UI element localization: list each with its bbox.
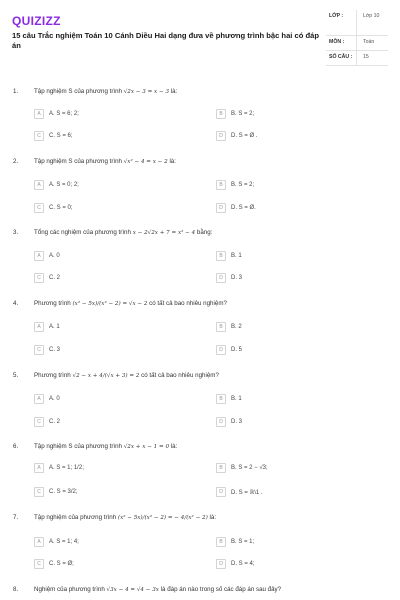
question-suffix: là: [170, 88, 178, 95]
question-suffix: bằng: [196, 229, 213, 236]
question-suffix: là: [209, 514, 217, 521]
option-c[interactable] [34, 344, 60, 356]
question-number: 4. [13, 300, 19, 307]
option-label: C. 2 [49, 275, 61, 281]
question-text [34, 586, 281, 593]
option-a[interactable] [34, 321, 60, 333]
option-d[interactable] [216, 558, 255, 570]
option-label: B. S = 2 − √3; [231, 465, 268, 471]
option-label: A. S = 6; 2; [49, 111, 79, 117]
option-b[interactable] [216, 393, 242, 405]
option-letter-box[interactable]: D [216, 345, 226, 355]
quizizz-logo: QUIZIZZ [12, 14, 61, 28]
option-d[interactable] [216, 416, 242, 428]
option-label: B. 1 [231, 396, 242, 402]
option-letter-box[interactable]: C [34, 345, 44, 355]
meta-key: MÔN : [329, 39, 345, 45]
option-label: C. S = 6; [49, 133, 73, 139]
option-d[interactable] [216, 272, 242, 284]
option-letter-box[interactable]: C [34, 487, 44, 497]
option-label: C. 2 [49, 419, 61, 425]
quiz-header [0, 0, 400, 86]
option-label: D. S = 4; [231, 561, 255, 567]
option-label: A. S = 1; 1/2; [49, 465, 84, 471]
question-prompt: Tập nghiệm S của phương trình [34, 158, 122, 165]
option-letter-box[interactable]: D [216, 487, 226, 497]
meta-value: Toán [356, 36, 388, 50]
option-label: A. 1 [49, 324, 60, 330]
question-prompt: Tập nghiệm S của phương trình [34, 88, 122, 95]
option-b[interactable] [216, 250, 242, 262]
meta-key: SỐ CÂU : [329, 54, 353, 60]
question-suffix: là đáp án nào trong số các đáp án sau đây? [160, 586, 282, 593]
option-letter-box[interactable]: D [216, 559, 226, 569]
question-suffix: là: [170, 443, 178, 450]
option-letter-box[interactable]: A [34, 394, 44, 404]
quiz-meta-table [326, 10, 388, 66]
option-a[interactable] [34, 179, 79, 191]
option-letter-box[interactable]: A [34, 537, 44, 547]
option-letter-box[interactable]: A [34, 180, 44, 190]
option-label: A. 0 [49, 396, 60, 402]
option-label: A. S = 0; 2; [49, 182, 79, 188]
option-label: B. S = 1; [231, 539, 255, 545]
option-letter-box[interactable]: B [216, 322, 226, 332]
question-number: 3. [13, 229, 19, 236]
question-equation: (x² − 5x)/(x² − 2) = √x − 2 [72, 301, 148, 307]
question-equation: √2x − 3 = x − 3 [123, 89, 170, 95]
question-number: 6. [13, 443, 19, 450]
option-letter-box[interactable]: C [34, 559, 44, 569]
question-prompt: Nghiệm của phương trình [34, 586, 105, 593]
question-number: 1. [13, 88, 19, 95]
meta-value: 15 [356, 51, 388, 65]
question-suffix: có tất cả bao nhiêu nghiệm? [149, 300, 227, 307]
meta-row-count [326, 51, 388, 66]
option-label: D. 3 [231, 275, 243, 281]
option-b[interactable] [216, 462, 268, 474]
option-a[interactable] [34, 108, 79, 120]
question-number: 2. [13, 158, 19, 165]
option-d[interactable] [216, 202, 256, 214]
question-text [34, 372, 219, 379]
option-letter-box[interactable]: D [216, 203, 226, 213]
option-label: D. 5 [231, 347, 243, 353]
option-label: B. S = 2; [231, 182, 255, 188]
option-a[interactable] [34, 250, 60, 262]
option-c[interactable] [34, 416, 60, 428]
question-text [34, 88, 177, 95]
question-prompt: Phương trình [34, 300, 71, 307]
option-label: B. S = 2; [231, 111, 255, 117]
option-label: C. S = 3/2; [49, 489, 78, 495]
option-letter-box[interactable]: C [34, 417, 44, 427]
option-label: C. S = Ø; [49, 561, 74, 567]
option-a[interactable] [34, 393, 60, 405]
option-d[interactable] [216, 486, 263, 498]
meta-row-class [326, 10, 388, 36]
option-label: D. S = ℝ\1 . [231, 489, 263, 496]
option-label: B. 1 [231, 253, 242, 259]
question-text [34, 229, 212, 236]
option-letter-box[interactable]: A [34, 463, 44, 473]
question-text [34, 514, 216, 521]
option-a[interactable] [34, 462, 84, 474]
option-d[interactable] [216, 344, 242, 356]
option-letter-box[interactable]: D [216, 131, 226, 141]
question-prompt: Phương trình [34, 372, 71, 379]
question-number: 5. [13, 372, 19, 379]
question-suffix: có tất cả bao nhiêu nghiệm? [141, 372, 219, 379]
question-prompt: Tập nghiệm S của phương trình [34, 443, 122, 450]
option-b[interactable] [216, 536, 254, 548]
option-label: A. S = 1; 4; [49, 539, 79, 545]
option-label: B. 2 [231, 324, 242, 330]
option-label: C. S = 0; [49, 205, 73, 211]
option-label: A. 0 [49, 253, 60, 259]
option-letter-box[interactable]: A [34, 322, 44, 332]
question-number: 8. [13, 586, 19, 593]
question-text [34, 443, 177, 450]
meta-value: Lớp 10 [356, 10, 388, 35]
option-label: D. 3 [231, 419, 243, 425]
option-letter-box[interactable]: A [34, 109, 44, 119]
question-equation: √2x + x − 1 = 0 [123, 444, 170, 450]
option-letter-box[interactable]: A [34, 251, 44, 261]
option-label: D. S = Ø . [231, 133, 258, 139]
question-equation: √2 − x + 4/(√x + 3) = 2 [72, 373, 140, 379]
option-letter-box[interactable]: D [216, 273, 226, 283]
question-text [34, 300, 227, 307]
option-letter-box[interactable]: D [216, 417, 226, 427]
option-letter-box[interactable]: B [216, 537, 226, 547]
question-text [34, 158, 176, 165]
meta-key: LỚP : [329, 13, 344, 19]
option-b[interactable] [216, 179, 254, 191]
option-letter-box[interactable]: B [216, 109, 226, 119]
question-equation: √3x − 4 = √4 − 3x [106, 587, 159, 593]
option-letter-box[interactable]: C [34, 203, 44, 213]
option-letter-box[interactable]: C [34, 131, 44, 141]
option-c[interactable] [34, 130, 73, 142]
option-letter-box[interactable]: B [216, 180, 226, 190]
option-c[interactable] [34, 486, 78, 498]
question-equation: √x² − 4 = x − 2 [123, 159, 168, 165]
question-prompt: Tập nghiệm của phương trình [34, 514, 117, 521]
option-label: D. S = Ø. [231, 205, 256, 211]
option-label: C. 3 [49, 347, 61, 353]
question-suffix: là: [169, 158, 176, 165]
option-b[interactable] [216, 108, 254, 120]
option-d[interactable] [216, 130, 258, 142]
meta-row-subject [326, 36, 388, 51]
option-letter-box[interactable]: B [216, 394, 226, 404]
option-letter-box[interactable]: B [216, 251, 226, 261]
option-c[interactable] [34, 202, 73, 214]
question-prompt: Tổng các nghiệm của phương trình [34, 229, 131, 236]
question-equation: x − 2√2x + 7 = x² − 4 [132, 230, 196, 236]
question-equation: (x² − 5x)/(x² − 2) = − 4/(x² − 2) [117, 515, 208, 521]
option-letter-box[interactable]: B [216, 463, 226, 473]
question-number: 7. [13, 514, 19, 521]
option-c[interactable] [34, 558, 74, 570]
quiz-title: 15 câu Trắc nghiệm Toán 10 Cánh Diều Hai dạng đưa về phương trình bậc hai có đáp án [12, 31, 319, 50]
option-a[interactable] [34, 536, 79, 548]
option-c[interactable] [34, 272, 60, 284]
option-letter-box[interactable]: C [34, 273, 44, 283]
option-b[interactable] [216, 321, 242, 333]
